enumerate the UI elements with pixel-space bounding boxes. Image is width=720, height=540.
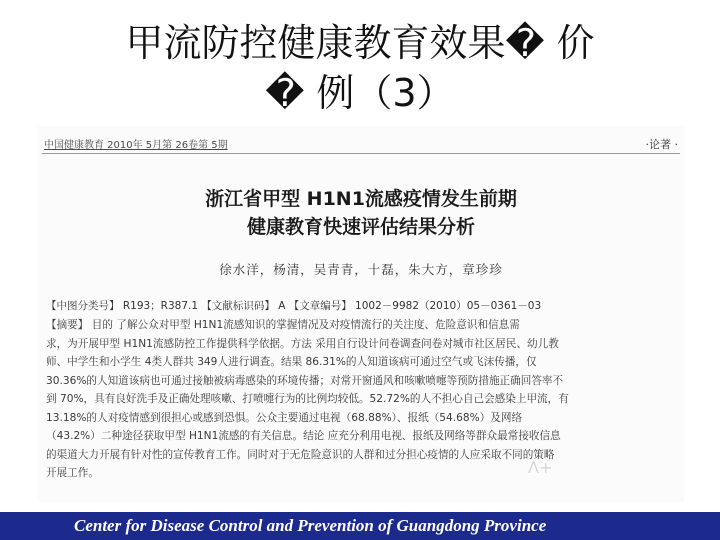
abstract-line: 13.18%的人对疫情感到很担心或感到恐惧。公众主要通过电视（68.88%）、报纸（54.68%）及网络: [46, 411, 523, 424]
header-divider: [42, 153, 680, 154]
article-title-line-1: 浙江省甲型 H1N1流感疫情发生前期: [205, 188, 517, 210]
abstract-line: 师、中学生和小学生 4类人群共 349人进行调查。结果 86.31%的人知道该病可通过空气或飞沫传播，仅: [46, 356, 537, 368]
abstract-line: 求，为开展甲型 H1N1流感防控工作提供科学依据。方法 采用自行设计问卷调查问卷对城市社区居民、幼儿教: [46, 337, 559, 350]
abstract-line: 【摘要】 目的 了解公众对甲型 H1N1流感知识的掌握情况及对疫情流行的关注度、危险意识和信息需: [46, 319, 520, 331]
article-title-line-2: 健康教育快速评估结果分析: [246, 216, 475, 238]
slide-title-line-2: � 例（3）: [265, 71, 455, 115]
journal-header: 中国健康教育 2010年 5月第 26卷第 5期: [44, 140, 228, 151]
abstract-line: （43.2%）二种途径获取甲型 H1N1流感的有关信息。结论 应充分利用电视、报纸及网络等群众最常接收信息: [46, 430, 561, 442]
watermark: Λ+: [528, 458, 553, 477]
article-authors: 徐水洋，杨清，吴青青，十磊，朱大方，章珍珍: [219, 262, 503, 277]
abstract-line: 开展工作。: [46, 467, 99, 479]
abstract: [46, 316, 676, 483]
abstract-line: 的渠道大力开展有针对性的宣传教育工作。同时对于无危险意识的人群和过分担心疫情的人应采取不同的策略: [46, 448, 555, 461]
abstract-line: 30.36%的人知道该病也可通过接触被病毒感染的环境传播；对常开窗通风和咳嗽喷嚏等预防措施正确回答率不: [46, 374, 564, 387]
section-tag: ·论著 ·: [645, 138, 678, 151]
slide-title: [0, 18, 720, 118]
slide-title-line-1: 甲流防控健康教育效果� 价: [125, 21, 595, 65]
article-scan: [38, 126, 684, 502]
classification-line: 【中图分类号】 R193；R387.1 【文献标识码】 A 【文章编号】 1002－9982（2010）05－0361－03: [46, 300, 542, 312]
footer-text: Center for Disease Control and Prevention of Guangdong Province: [74, 516, 547, 535]
footer-bar: [0, 512, 720, 540]
abstract-line: 到 70%，具有良好洗手及正确处理咳嗽、打喷嚏行为的比例均较低。52.72%的人不担心自己会感染上甲流，有: [46, 393, 569, 405]
